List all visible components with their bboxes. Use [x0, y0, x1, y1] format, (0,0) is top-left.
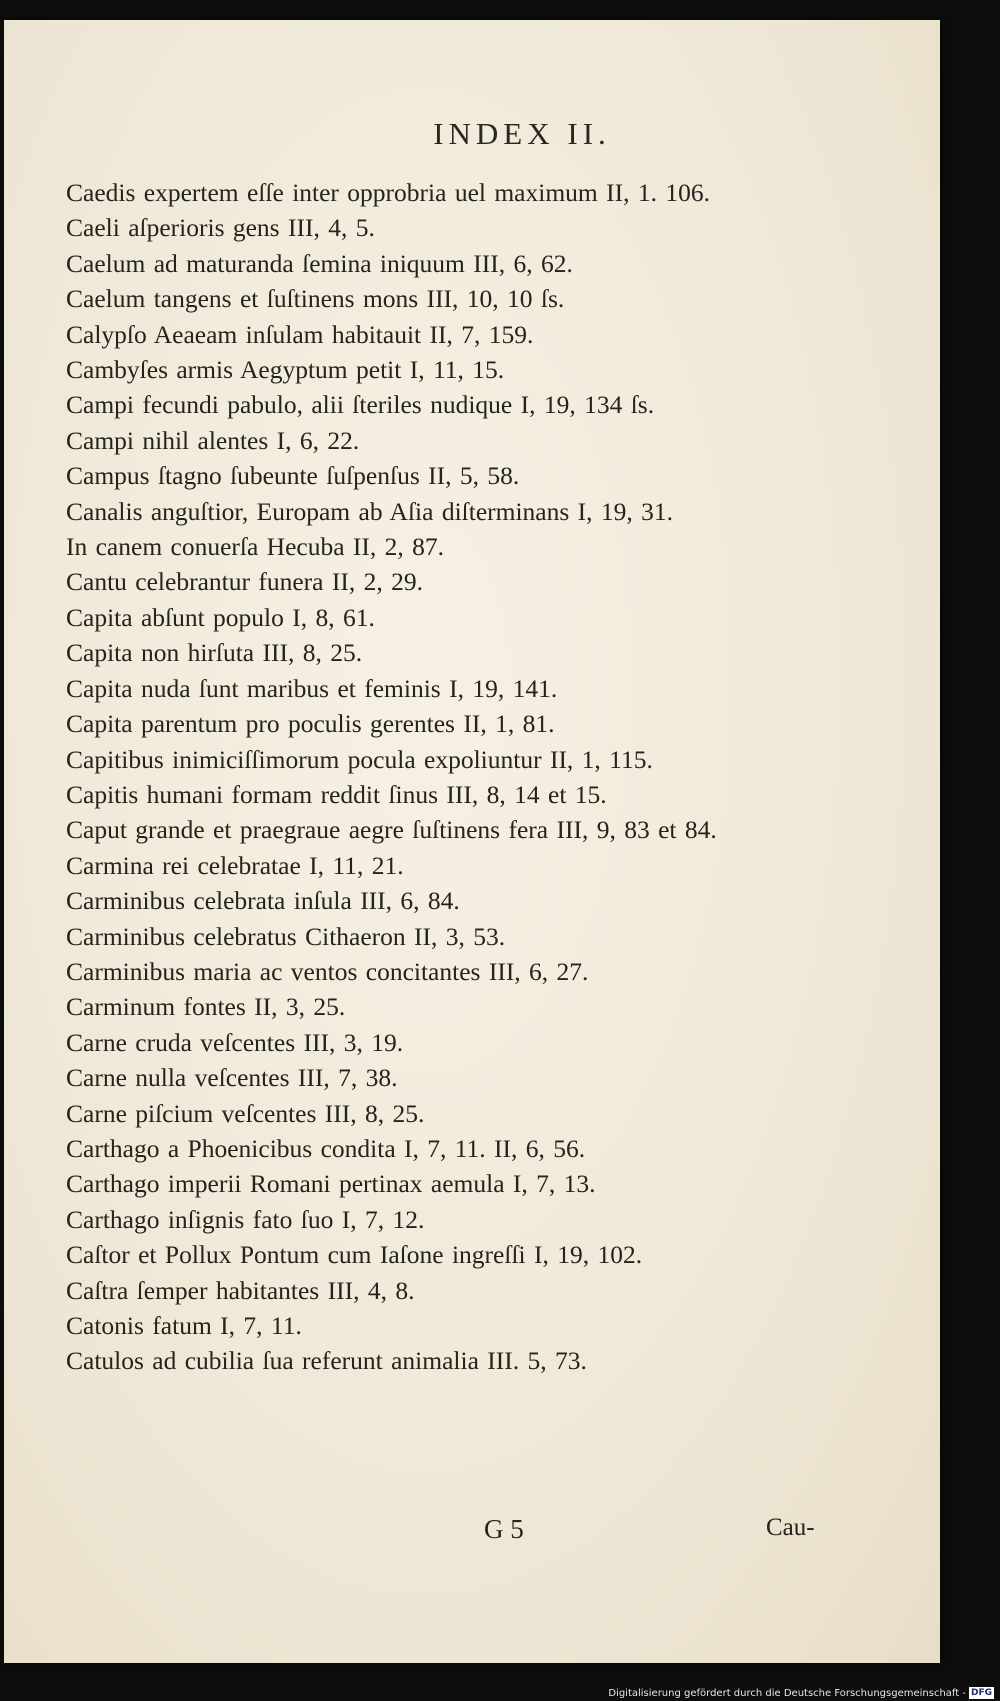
index-entry: In canem conuerſa Hecuba II, 2, 87. — [66, 532, 445, 562]
index-entry: Carminibus celebratus Cithaeron II, 3, 53. — [66, 921, 506, 951]
index-entry: Campus ſtagno ſubeunte ſuſpenſus II, 5, 58. — [66, 461, 520, 491]
index-entries — [66, 175, 826, 1379]
index-entry: Carminibus maria ac ventos concitantes III, 6, 27. — [66, 956, 589, 986]
dfg-logo: DFG — [970, 1688, 992, 1698]
index-entry: Carminibus celebrata inſula III, 6, 84. — [66, 886, 460, 916]
index-entry: Canalis anguſtior, Europam ab Aſia diſterminans I, 19, 31. — [66, 496, 674, 526]
index-entry: Campi fecundi pabulo, alii ſteriles nudique I, 19, 134 ſs. — [66, 390, 655, 420]
index-entry: Capita non hirſuta III, 8, 25. — [66, 638, 363, 668]
index-entry: Capita parentum pro poculis gerentes II, 1, 81. — [66, 709, 555, 739]
index-entry: Calypſo Aeaeam inſulam habitauit II, 7, 159. — [66, 319, 534, 349]
index-entry: Catulos ad cubilia ſua referunt animalia III. 5, 73. — [66, 1346, 587, 1376]
catchword: Cau- — [766, 1514, 815, 1541]
index-entry: Carthago inſignis fato ſuo I, 7, 12. — [66, 1204, 425, 1234]
index-entry: Carne cruda veſcentes III, 3, 19. — [66, 1027, 404, 1057]
index-entry: Carmina rei celebratae I, 11, 21. — [66, 850, 404, 880]
index-entry: Caſtor et Pollux Pontum cum Iaſone ingreſſi I, 19, 102. — [66, 1240, 643, 1270]
index-entry: Catonis fatum I, 7, 11. — [66, 1311, 302, 1340]
index-entry: Caedis expertem eſſe inter opprobria uel maximum II, 1. 106. — [66, 178, 710, 207]
index-entry: Capitibus inimiciſſimorum pocula expoliuntur II, 1, 115. — [66, 744, 653, 774]
index-entry: Caeli aſperioris gens III, 4, 5. — [66, 213, 375, 243]
index-entry: Capita abſunt populo I, 8, 61. — [66, 602, 375, 632]
index-entry: Carne nulla veſcentes III, 7, 38. — [66, 1063, 398, 1093]
index-entry: Cambyſes armis Aegyptum petit I, 11, 15. — [66, 355, 505, 385]
index-entry: Capita nuda ſunt maribus et feminis I, 19, 141. — [66, 673, 558, 703]
index-entry: Caſtra ſemper habitantes III, 4, 8. — [66, 1275, 415, 1305]
index-entry: Carthago a Phoenicibus condita I, 7, 11. II, 6, 56. — [66, 1133, 586, 1163]
index-entry: Cantu celebrantur funera II, 2, 29. — [66, 567, 423, 597]
digitization-credit — [608, 1687, 994, 1699]
index-entry: Capitis humani formam reddit ſinus III, 8, 14 et 15. — [66, 779, 607, 809]
page-header: INDEX II. — [433, 116, 611, 151]
index-entry: Caput grande et praegraue aegre ſuſtinens fera III, 9, 83 et 84. — [66, 815, 717, 845]
index-entry: Campi nihil alentes I, 6, 22. — [66, 425, 360, 455]
book-page — [4, 20, 940, 1663]
index-entry: Caelum ad maturanda ſemina iniquum III, 6, 62. — [66, 248, 573, 278]
index-entry: Carne piſcium veſcentes III, 8, 25. — [66, 1098, 425, 1128]
signature-mark: G 5 — [484, 1514, 524, 1544]
index-entry: Carthago imperii Romani pertinax aemula I, 7, 13. — [66, 1169, 596, 1199]
index-entry: Caelum tangens et ſuſtinens mons III, 10, 10 ſs. — [66, 284, 565, 314]
index-entry: Carminum fontes II, 3, 25. — [66, 992, 346, 1022]
credit-text: Digitalisierung gefördert durch die Deutsche Forschungsgemeinschaft - — [608, 1687, 966, 1699]
